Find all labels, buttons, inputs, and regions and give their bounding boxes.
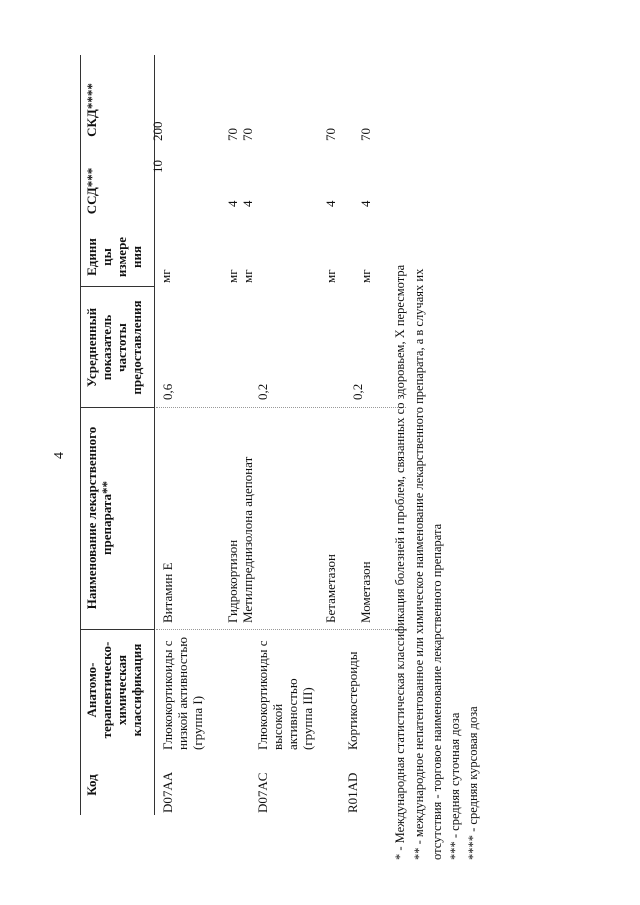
drug-sdd: 4 xyxy=(323,200,338,207)
drug-skd: 70 xyxy=(358,128,373,141)
group-atc: Кортикостероиды xyxy=(345,651,360,750)
header-separator-3 xyxy=(80,286,154,287)
drug-frequency: 0,6 xyxy=(160,383,175,400)
header-frequency: Усредненный показатель частоты предоставления xyxy=(84,300,144,395)
header-sdd: ССД*** xyxy=(84,167,99,215)
drug-frequency: 0,2 xyxy=(255,383,270,400)
footnote: *** - средняя суточная доза xyxy=(448,712,462,860)
drug-name: Витамин Е xyxy=(160,562,175,623)
drug-skd: 200 xyxy=(150,121,165,141)
table-top-rule xyxy=(80,55,81,815)
drug-units: мг xyxy=(323,269,338,283)
header-code: Код xyxy=(84,774,99,796)
drug-units: мг xyxy=(158,269,173,283)
row-guide-2 xyxy=(156,407,406,408)
drug-name: Метилпреднизолона ацепонат xyxy=(240,456,255,623)
footnote: отсутствия - торговое наименование лекарственного препарата xyxy=(430,523,444,860)
page-number: 4 xyxy=(52,452,67,459)
footnote: **** - средняя курсовая доза xyxy=(466,706,480,860)
header-skd: СКД**** xyxy=(84,83,99,137)
group-code: R01AD xyxy=(345,772,360,813)
drug-name: Гидрокортизон xyxy=(225,539,240,623)
drug-frequency: 0,2 xyxy=(350,383,365,400)
group-code: D07AC xyxy=(255,772,270,813)
drug-name: Бетаметазон xyxy=(323,554,338,623)
drug-sdd: 4 xyxy=(358,200,373,207)
drug-sdd: 4 xyxy=(225,200,240,207)
group-code: D07AA xyxy=(160,771,175,813)
group-atc: Глюкокортикоиды с высокой активностью (группа III) xyxy=(255,640,315,750)
group-atc: Глюкокортикоиды с низкой активностью (группа I) xyxy=(160,637,205,750)
drug-units: мг xyxy=(225,269,240,283)
header-separator-2 xyxy=(80,407,154,408)
drug-units: мг xyxy=(240,269,255,283)
drug-skd: 70 xyxy=(240,128,255,141)
header-atc: Анатомо- терапевтическо- химическая классификация xyxy=(84,641,144,739)
header-units: Едини цы измере ния xyxy=(84,236,144,278)
drug-name: Мометазон xyxy=(358,561,373,623)
drug-sdd: 4 xyxy=(240,200,255,207)
footnote: * - Международная статистическая классификация болезней и проблем, связанных со здоровьем, X пересмотра xyxy=(393,264,407,860)
drug-skd: 70 xyxy=(225,128,240,141)
drug-units: мг xyxy=(358,269,373,283)
header-drug-name: Наименование лекарственного препарата** xyxy=(84,426,114,610)
drug-sdd: 10 xyxy=(150,160,165,173)
drug-skd: 70 xyxy=(323,128,338,141)
footnote: ** - международное непатентованное или химическое наименование лекарственного препарата, а в случаях их xyxy=(412,268,426,860)
